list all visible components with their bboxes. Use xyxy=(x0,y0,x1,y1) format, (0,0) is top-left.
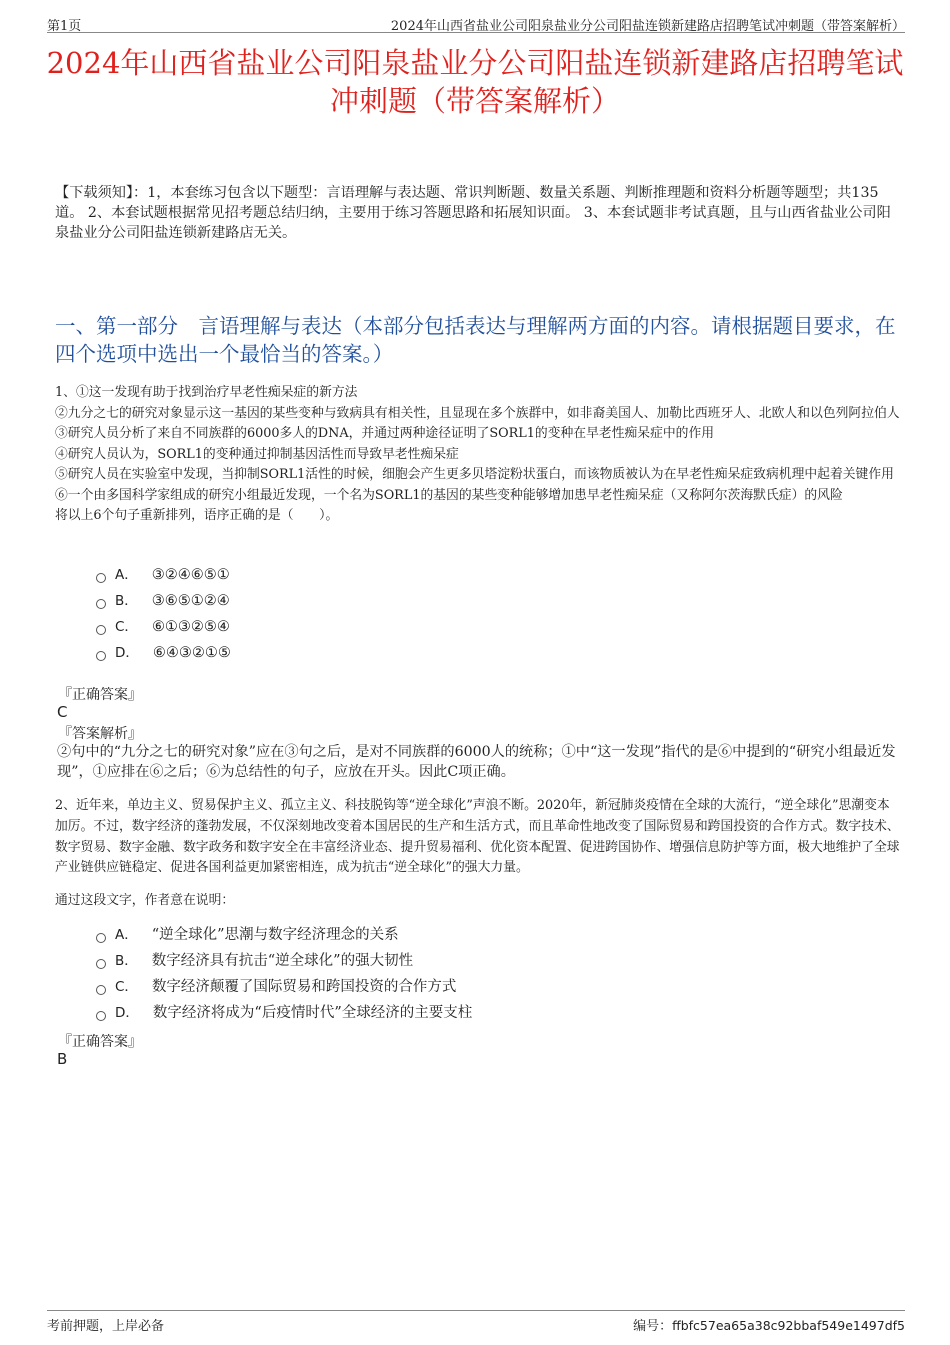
explanation-label: 『答案解析』 xyxy=(58,726,142,742)
question-2-stem: 2、近年来，单边主义、贸易保护主义、孤立主义、科技脱钩等“逆全球化”声浪不断。2020年，新冠肺炎疫情在全球的大流行，“逆全球化”思潮变本加厉。不过，数字经济的蓬勃发展，不仅深刻地改变着本国居民的生产和生活方式，而且革命性地改变了国际贸易和跨国投资的合作方式。数字技术、数字贸易、数字金融、数字政务和数字安全在丰富经济业态、提升贸易福利、优化资本配置、促进跨国协作、增强信息防护等方面，极大地维护了全球产业链供应链稳定、促进各国利益更加紧密相连，成为抗击“逆全球化”的强大力量。 xyxy=(55,798,900,876)
radio-icon[interactable] xyxy=(96,959,106,969)
option-d[interactable]: D． ⑥④③②①⑤ xyxy=(96,640,231,666)
radio-icon[interactable] xyxy=(96,573,106,583)
radio-icon[interactable] xyxy=(96,625,106,635)
page-footer xyxy=(47,1310,905,1334)
radio-icon[interactable] xyxy=(96,1011,106,1021)
radio-icon[interactable] xyxy=(96,985,106,995)
option-a[interactable]: A． ③②④⑥⑤① xyxy=(96,562,231,588)
answer-explanation: ②句中的“九分之七的研究对象”应在③句之后，是对不同族群的6000人的统称；①中“这一发现”指代的是⑥中提到的“研究小组最近发现”，①应排在⑥之后；⑥为总结性的句子，应放在开头。因此C项正确。 xyxy=(57,744,896,780)
option-b[interactable]: B． ③⑥⑤①②④ xyxy=(96,588,231,614)
document-title: 2024年山西省盐业公司阳泉盐业分公司阳盐连锁新建路店招聘笔试冲刺题（带答案解析） xyxy=(46,46,904,118)
question-line: 1、①这一发现有助于找到治疗早老性痴呆症的新方法 xyxy=(55,385,358,400)
answer-label: 『正确答案』 xyxy=(58,687,142,703)
option-b[interactable]: B． 数字经济具有抗击“逆全球化”的强大韧性 xyxy=(96,948,472,974)
page-number: 第1页 xyxy=(47,19,82,34)
question-line: ⑥一个由多国科学家组成的研究小组最近发现，一个名为SORL1的基因的某些变种能够增加患早老性痴呆症（又称阿尔茨海默氏症）的风险 xyxy=(55,487,843,503)
question-1-stem xyxy=(55,383,900,527)
question-1-options xyxy=(96,562,231,666)
footer-slogan: 考前押题，上岸必备 xyxy=(47,1319,165,1334)
option-c[interactable]: C． ⑥①③②⑤④ xyxy=(96,614,231,640)
question-line: ⑤研究人员在实验室中发现，当抑制SORL1活性的时候，细胞会产生更多贝塔淀粉状蛋白，而该物质被认为在早老性痴呆症致病机理中起着关键作用 xyxy=(55,467,894,482)
download-notice: 【下载须知】：1，本套练习包含以下题型：言语理解与表达题、常识判断题、数量关系题、判断推理题和资料分析题等题型；共135道。 2、本套试题根据常见招考题总结归纳，主要用于练习答题思路和拓展知识面。 3、本套试题非考试真题，且与山西省盐业公司阳泉盐业分公司阳盐连锁新建路店无关。 xyxy=(55,185,891,241)
section-title: 一、第一部分 言语理解与表达（本部分包括表达与理解两方面的内容。请根据题目要求，在四个选项中选出一个最恰当的答案。） xyxy=(55,314,896,366)
question-line: ④研究人员认为，SORL1的变种通过抑制基因活性而导致早老性痴呆症 xyxy=(55,446,459,462)
radio-icon[interactable] xyxy=(96,651,106,661)
answer-label: 『正确答案』 xyxy=(58,1034,142,1050)
question-line: ③研究人员分析了来自不同族群的6000多人的DNA，并通过两种途径证明了SORL1的变种在早老性痴呆症中的作用 xyxy=(55,426,715,441)
radio-icon[interactable] xyxy=(96,599,106,609)
answer-value: B xyxy=(57,1050,68,1068)
question-2-options xyxy=(96,922,472,1026)
page-header xyxy=(47,12,905,33)
option-a[interactable]: A． “逆全球化”思潮与数字经济理念的关系 xyxy=(96,922,472,948)
question-2-prompt: 通过这段文字，作者意在说明： xyxy=(55,893,235,908)
radio-icon[interactable] xyxy=(96,933,106,943)
option-c[interactable]: C． 数字经济颠覆了国际贸易和跨国投资的合作方式 xyxy=(96,974,472,1000)
option-d[interactable]: D． 数字经济将成为“后疫情时代”全球经济的主要支柱 xyxy=(96,1000,472,1026)
header-doc-title: 2024年山西省盐业公司阳泉盐业分公司阳盐连锁新建路店招聘笔试冲刺题（带答案解析） xyxy=(390,19,905,34)
answer-value: C xyxy=(57,703,68,721)
question-line: ②九分之七的研究对象显示这一基因的某些变种与致病具有相关性，且显现在多个族群中，如非裔美国人、加勒比西班牙人、北欧人和以色列阿拉伯人 xyxy=(55,405,900,421)
question-line: 将以上6个句子重新排列，语序正确的是（ ）。 xyxy=(55,508,339,523)
footer-code: 编号：ffbfc57ea65a38c92bbaf549e1497df5 xyxy=(633,1318,905,1334)
